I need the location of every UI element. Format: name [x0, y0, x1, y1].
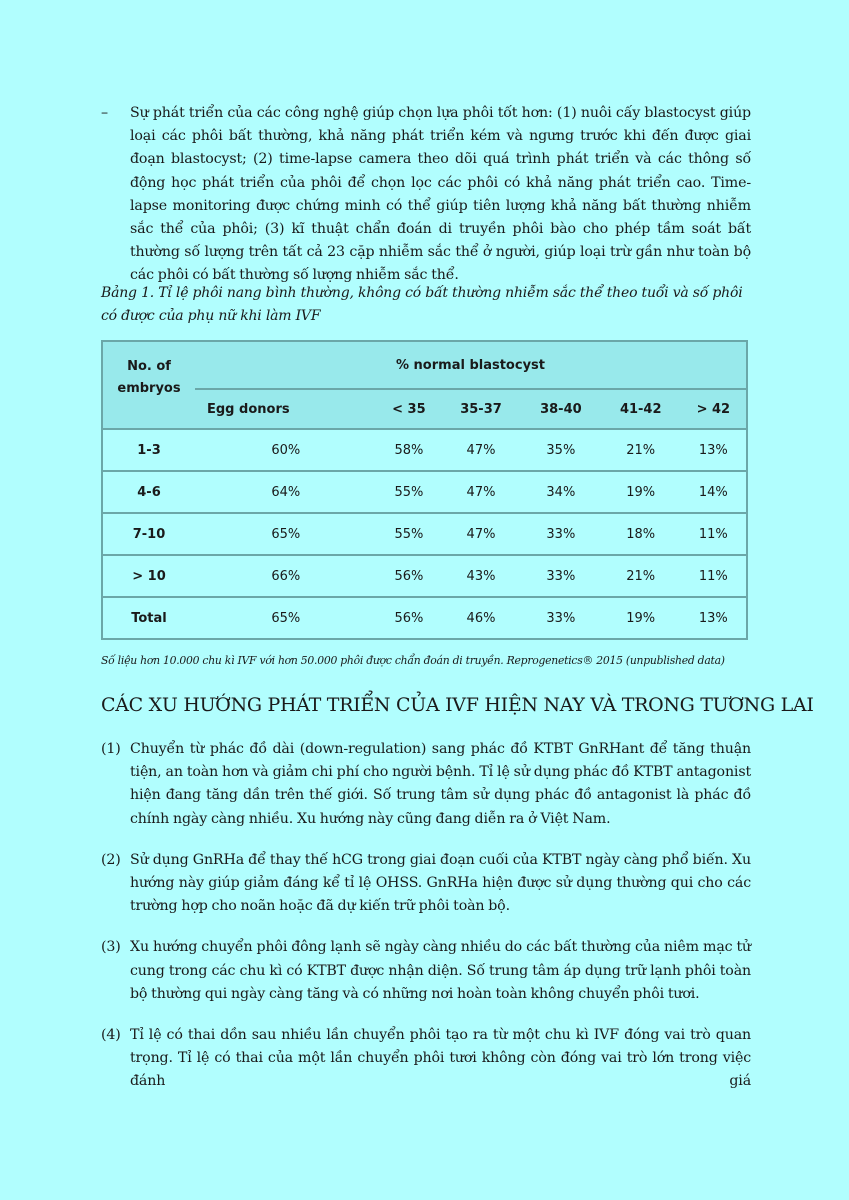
column-header: 38-40: [521, 389, 601, 429]
table-cell: 11%: [681, 555, 747, 597]
list-item: [101, 1024, 751, 1094]
normal-blastocyst-table: [101, 340, 748, 640]
table-header-row: [102, 341, 747, 389]
table-row-total: [102, 597, 747, 639]
intro-bullet: [101, 102, 751, 288]
table-cell: 33%: [521, 513, 601, 555]
column-header: 41-42: [601, 389, 681, 429]
table-row: [102, 513, 747, 555]
table-subheader-row: [102, 389, 747, 429]
table-cell: 47%: [441, 471, 521, 513]
table-cell: 47%: [441, 513, 521, 555]
list-item-number: (3): [101, 939, 121, 956]
table-cell: 21%: [601, 429, 681, 471]
table-cell: 13%: [681, 429, 747, 471]
table-cell: 58%: [377, 429, 441, 471]
list-item-number: (1): [101, 741, 121, 757]
row-label: 4-6: [102, 471, 195, 513]
table-cell: 64%: [195, 471, 377, 513]
trends-list: [101, 738, 751, 1112]
row-label: > 10: [102, 555, 195, 597]
table-cell: 47%: [441, 429, 521, 471]
table-cell: 55%: [377, 513, 441, 555]
row-header-label-line1: No. of: [127, 359, 171, 374]
column-header: < 35: [377, 389, 441, 429]
table-cell: 21%: [601, 555, 681, 597]
table-cell: 65%: [195, 513, 377, 555]
table-row: [102, 555, 747, 597]
table-cell: 14%: [681, 471, 747, 513]
span-header: % normal blastocyst: [195, 341, 747, 389]
table-row: [102, 471, 747, 513]
table-cell: 66%: [195, 555, 377, 597]
row-label: 7-10: [102, 513, 195, 555]
table-cell: 56%: [377, 555, 441, 597]
section-heading: CÁC XU HƯỚNG PHÁT TRIỂN CỦA IVF HIỆN NAY VÀ TRONG TƯƠNG LAI: [101, 694, 814, 716]
list-item-text: Chuyển từ phác đồ dài (down-regulation) sang phác đồ KTBT GnRHant để tăng thuận tiện, an toàn hơn và giảm chi phí cho người bệnh. Tỉ lệ sử dụng phác đồ KTBT antagonist hiện đang tăng dần trên thế giới. Số trung tâm sử dụng phác đồ antagonist là phác đồ chính ngày càng nhiều. Xu hướng này cũng đang diễn ra ở Việt Nam.: [130, 741, 751, 827]
table-cell: 60%: [195, 429, 377, 471]
row-label: Total: [102, 597, 195, 639]
table-cell: 55%: [377, 471, 441, 513]
table-cell: 33%: [521, 555, 601, 597]
list-item: [101, 936, 751, 1006]
list-item-number: (2): [101, 851, 121, 868]
table-caption: Bảng 1. Tỉ lệ phôi nang bình thường, không có bất thường nhiễm sắc thể theo tuổi và số phôi có được của phụ nữ khi làm IVF: [101, 285, 743, 324]
table-cell: 19%: [601, 471, 681, 513]
table-cell: 43%: [441, 555, 521, 597]
column-header: > 42: [681, 389, 747, 429]
table-source-note: Số liệu hơn 10.000 chu kì IVF với hơn 50.000 phôi được chẩn đoán di truyền. Reprogenetics® 2015 (unpublished data): [101, 654, 725, 667]
list-item-text: Sử dụng GnRHa để thay thế hCG trong giai đoạn cuối của KTBT ngày càng phổ biến. Xu hướng này giúp giảm đáng kể tỉ lệ OHSS. GnRHa hiện được sử dụng thường qui cho các trường hợp cho noãn hoặc đã dự kiến trữ phôi toàn bộ.: [130, 851, 751, 915]
table-cell: 56%: [377, 597, 441, 639]
table-cell: 34%: [521, 471, 601, 513]
list-item: [101, 849, 751, 919]
table-cell: 33%: [521, 597, 601, 639]
row-header-label: [102, 341, 195, 429]
list-item-number: (4): [101, 1027, 121, 1044]
column-header: Egg donors: [195, 389, 377, 429]
list-item-text: Tỉ lệ có thai dồn sau nhiều lần chuyển phôi tạo ra từ một chu kì IVF đóng vai trò quan trọng. Tỉ lệ có thai của một lần chuyển phôi tươi không còn đóng vai trò lớn trong việc đánh giá: [130, 1027, 751, 1090]
table-row: [102, 429, 747, 471]
table-cell: 18%: [601, 513, 681, 555]
list-item: [101, 738, 751, 831]
row-header-label-line2: embryos: [117, 381, 181, 396]
table-cell: 19%: [601, 597, 681, 639]
table-cell: 13%: [681, 597, 747, 639]
intro-bullet-text: Sự phát triển của các công nghệ giúp chọn lựa phôi tốt hơn: (1) nuôi cấy blastocyst giúp loại các phôi bất thường, khả năng phát triển kém và ngưng trước khi đến được giai đoạn blastocyst; (2) time-lapse camera theo dõi quá trình phát triển và các thông số động học phát triển của phôi để chọn lọc các phôi có khả năng phát triển cao. Time-lapse monitoring được chứng minh có thể giúp tiên lượng khả năng bất thường nhiễm sắc thể của phôi; (3) kĩ thuật chẩn đoán di truyền phôi bào cho phép tầm soát bất thường số lượng trên tất cả 23 cặp nhiễm sắc thể ở người, giúp loại trừ gần như toàn bộ các phôi có bất thường số lượng nhiễm sắc thể.: [130, 105, 751, 284]
table-cell: 11%: [681, 513, 747, 555]
list-item-text: Xu hướng chuyển phôi đông lạnh sẽ ngày càng nhiều do các bất thường của niêm mạc tử cung trong các chu kì có KTBT được nhận diện. Số trung tâm áp dụng trữ lạnh phôi toàn bộ thường qui ngày càng tăng và có những nơi hoàn toàn không chuyển phôi tươi.: [130, 939, 751, 1002]
column-header: 35-37: [441, 389, 521, 429]
row-label: 1-3: [102, 429, 195, 471]
table-cell: 65%: [195, 597, 377, 639]
table-cell: 46%: [441, 597, 521, 639]
table-cell: 35%: [521, 429, 601, 471]
bullet-dash-marker: –: [101, 105, 108, 121]
